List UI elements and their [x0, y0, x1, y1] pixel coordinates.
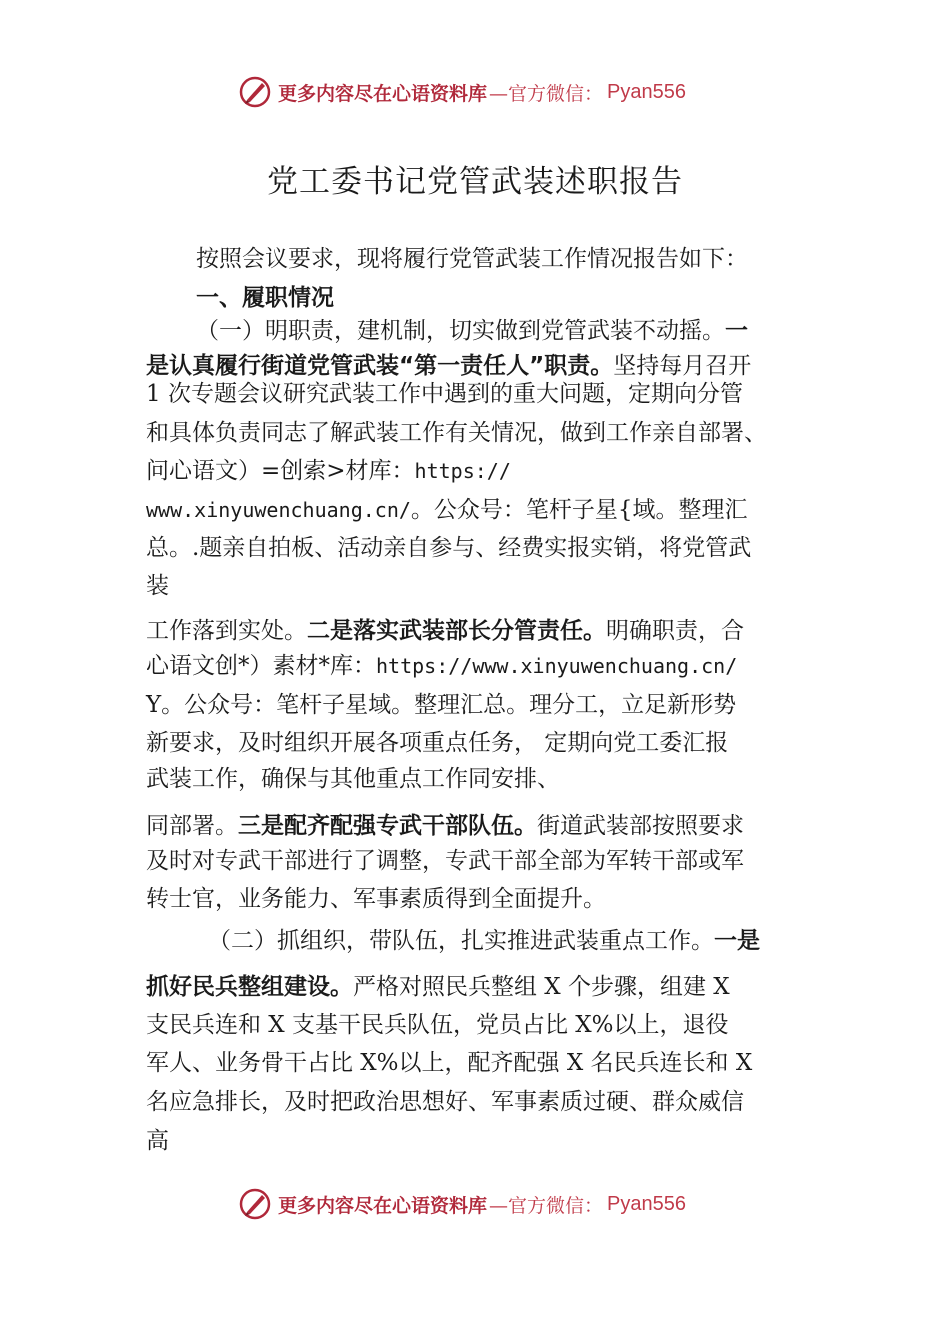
paragraph-text: 心语文创*）素材*库：: [146, 653, 376, 679]
intro-line: 按照会议要求，现将履行党管武装工作情况报告如下：: [196, 246, 748, 272]
paragraph-text: 街道武装部按照要求: [537, 813, 744, 839]
bold-text: 是认真履行街道党管武装“第一责任人”职责。: [146, 353, 614, 379]
paragraph-line: [146, 616, 744, 646]
bold-text: 抓好民兵整组建设。: [146, 974, 353, 1000]
paragraph-line: 和具体负责同志了解武装工作有关情况，做到工作亲自部署、: [146, 420, 767, 446]
banner-sub-text: —官方微信：: [489, 1194, 604, 1217]
bold-text: 一: [725, 318, 748, 344]
banner-main-text: 更多内容尽在心语资料库: [278, 82, 488, 105]
paragraph-text: 同部署。: [146, 813, 238, 839]
paragraph-line: 新要求，及时组织开展各项重点任务， 定期向党工委汇报: [146, 730, 729, 756]
paragraph-line: 名应急排长，及时把政治思想好、军事素质过硬、群众威信: [146, 1089, 744, 1115]
pen-logo-icon: [238, 1187, 272, 1221]
paragraph-text: 工作落到实处。: [146, 618, 307, 644]
url-text: www.xinyuwenchuang.cn/: [146, 498, 411, 522]
paragraph-line: [146, 811, 744, 841]
pen-logo-icon: [238, 75, 272, 109]
paragraph-line: 1 次专题会议研究武装工作中遇到的重大问题，定期向分管: [146, 381, 743, 407]
paragraph-text: 问心语文）=创索>材库：: [146, 458, 415, 484]
paragraph-text: 坚持每月召开: [613, 353, 752, 379]
banner-sub-text: —官方微信：: [489, 82, 604, 105]
paragraph-line: 及时对专武干部进行了调整，专武干部全部为军转干部或军: [146, 848, 744, 874]
bold-text: 二是落实武装部长分管责任。: [307, 618, 606, 644]
paragraph-line: [146, 972, 730, 1002]
paragraph-text: （二）抓组织，带队伍，扎实推进武装重点工作。: [208, 928, 714, 954]
bold-text: 三是配齐配强专武干部队伍。: [238, 813, 537, 839]
paragraph-text: （一）明职责，建机制，切实做到党管武装不动摇。: [196, 318, 725, 344]
paragraph-line: 军人、业务骨干占比 X%以上，配齐配强 X 名民兵连长和 X: [146, 1050, 753, 1076]
paragraph-line: 武装工作，确保与其他重点工作同安排、: [146, 766, 560, 792]
paragraph-line: 转士官，业务能力、军事素质得到全面提升。: [146, 886, 606, 912]
footer-banner: [238, 1186, 686, 1222]
bold-text: 一是: [714, 928, 760, 954]
paragraph-line: [146, 351, 751, 381]
paragraph-line: Y。公众号：笔杆子星域。整理汇总。理分工，立足新形势: [146, 692, 737, 718]
paragraph-text: 明确职责，合: [606, 618, 744, 644]
paragraph-line: 支民兵连和 X 支基干民兵队伍，党员占比 X%以上，退役: [146, 1012, 729, 1038]
banner-main-text: 更多内容尽在心语资料库: [278, 1194, 488, 1217]
paragraph-line: 装: [146, 573, 169, 599]
banner-wechat-id: Pyan556: [607, 1192, 686, 1215]
page-title: 党工委书记党管武装述职报告: [267, 164, 683, 200]
banner-wechat-id: Pyan556: [607, 80, 686, 103]
paragraph-line: 高: [146, 1128, 169, 1154]
paragraph-line: [146, 651, 737, 681]
header-banner: [238, 74, 686, 110]
paragraph-line: [208, 926, 760, 956]
paragraph-line: [146, 456, 511, 486]
paragraph-line: 总。.题亲自拍板、活动亲自参与、经费实报实销，将党管武: [146, 535, 752, 561]
url-text: https://www.xinyuwenchuang.cn/: [376, 654, 738, 678]
url-text: https://: [414, 459, 511, 483]
paragraph-text: 严格对照民兵整组 X 个步骤，组建 X: [353, 974, 730, 1000]
section-heading: 一、履职情况: [196, 285, 334, 311]
paragraph-line: [146, 495, 748, 525]
paragraph-text: 。公众号：笔杆子星{域。整理汇: [410, 497, 748, 523]
paragraph-line: [196, 316, 748, 346]
